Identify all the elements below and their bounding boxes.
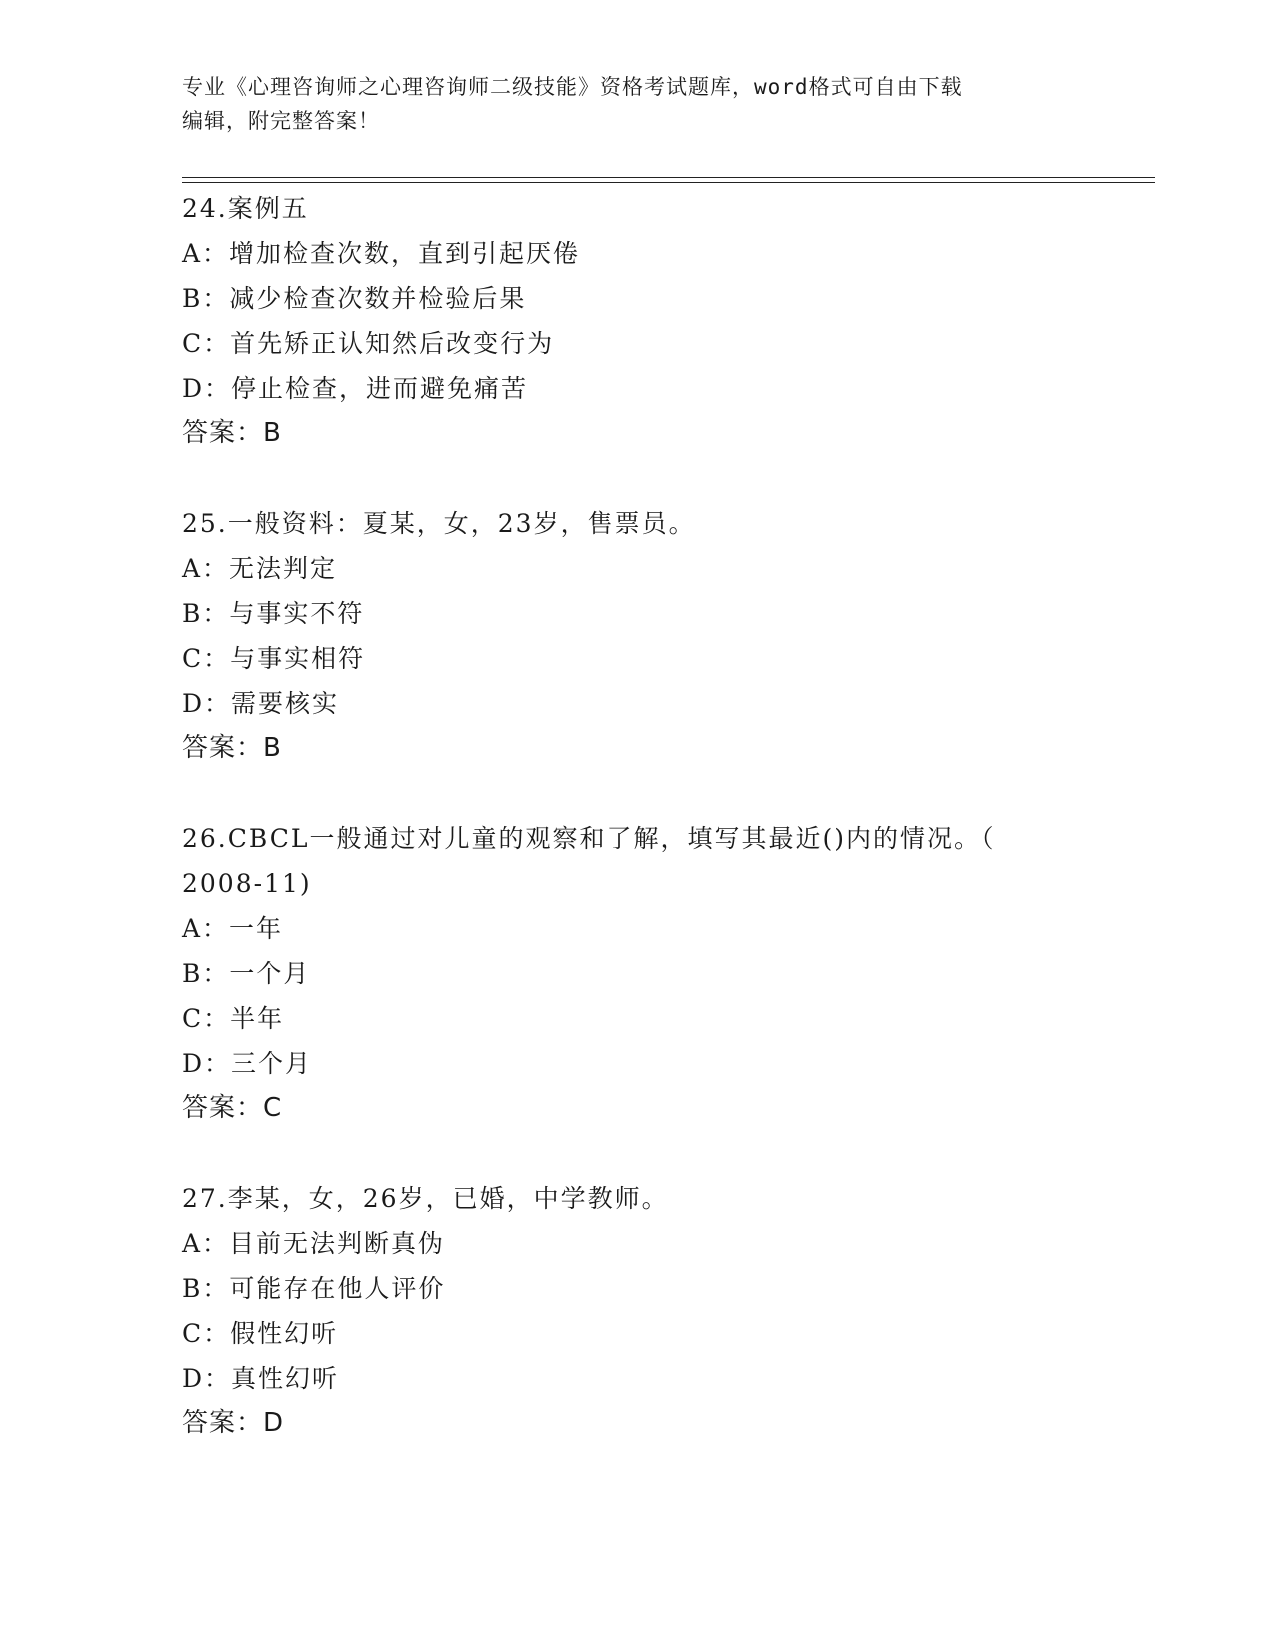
option-d: D：需要核实	[182, 689, 340, 718]
question-stem: 24.案例五	[182, 194, 309, 223]
header-divider-top	[182, 177, 1155, 178]
question-gap	[182, 1131, 1162, 1176]
question-gap	[182, 456, 1162, 501]
header-divider-bottom	[182, 182, 1155, 183]
question-list	[182, 186, 1162, 1446]
option-c: C：半年	[182, 1004, 285, 1033]
option-a: A：一年	[182, 914, 284, 943]
answer-label: 答案：D	[182, 1408, 285, 1438]
option-b: B：一个月	[182, 959, 311, 988]
option-d: D：真性幻听	[182, 1364, 340, 1393]
question-stem: 26.CBCL一般通过对儿童的观察和了解，填写其最近()内的情况。（	[182, 824, 996, 853]
option-d: D：三个月	[182, 1049, 313, 1078]
header-line-1: 专业《心理咨询师之心理咨询师二级技能》资格考试题库，word格式可自由下载	[182, 75, 963, 99]
option-b: B：减少检查次数并检验后果	[182, 284, 527, 313]
answer-label: 答案：B	[182, 418, 282, 448]
question-26	[182, 816, 1162, 1176]
option-a: A：增加检查次数，直到引起厌倦	[182, 239, 581, 268]
option-c: C：假性幻听	[182, 1319, 339, 1348]
option-c: C：与事实相符	[182, 644, 366, 673]
document-header	[182, 70, 1082, 138]
header-line-2: 编辑，附完整答案！	[182, 109, 380, 133]
option-a: A：目前无法判断真伪	[182, 1229, 446, 1258]
question-25	[182, 501, 1162, 816]
question-stem-continuation: 2008-11)	[182, 869, 312, 898]
option-c: C：首先矫正认知然后改变行为	[182, 329, 555, 358]
answer-label: 答案：C	[182, 1093, 283, 1123]
option-a: A：无法判定	[182, 554, 338, 583]
question-24	[182, 186, 1162, 501]
question-stem: 25.一般资料：夏某，女，23岁，售票员。	[182, 509, 696, 538]
question-stem: 27.李某，女，26岁，已婚，中学教师。	[182, 1184, 669, 1213]
question-gap	[182, 771, 1162, 816]
option-d: D：停止检查，进而避免痛苦	[182, 374, 529, 403]
option-b: B：与事实不符	[182, 599, 365, 628]
option-b: B：可能存在他人评价	[182, 1274, 446, 1303]
answer-label: 答案：B	[182, 733, 282, 763]
question-27	[182, 1176, 1162, 1446]
